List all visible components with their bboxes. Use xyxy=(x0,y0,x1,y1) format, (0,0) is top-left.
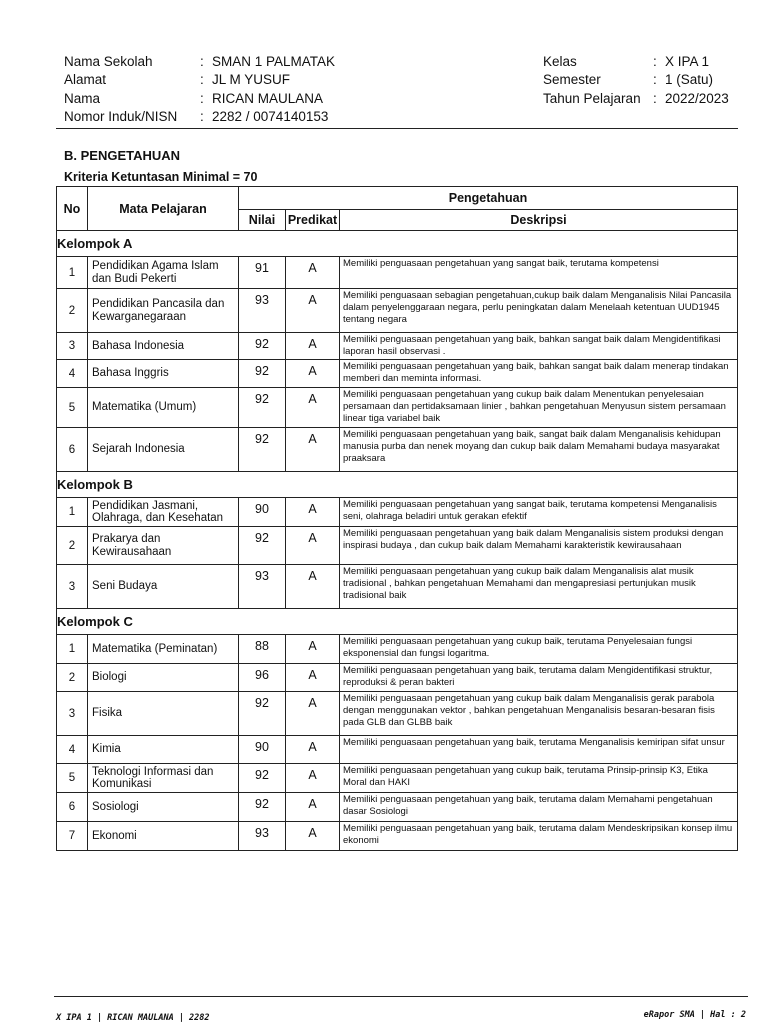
description-text: Memiliki penguasaan pengetahuan yang cukup baik, terutama Penyelesaian fungsi eksponensial dan fungsi logaritma. xyxy=(340,635,738,664)
predicate-value: A xyxy=(286,333,340,360)
description-text: Memiliki penguasaan pengetahuan yang cukup baik dalam Menentukan penyelesaian persamaan dan pertidaksamaan linier , bahkan pengetahuan Menyusun sistem persamaan linear tiga variabel baik xyxy=(340,388,738,428)
info-value: X IPA 1 xyxy=(665,53,710,69)
info-row xyxy=(64,89,335,108)
kkm-label: Kriteria Ketuntasan Minimal = 70 xyxy=(64,170,258,184)
row-number: 5 xyxy=(57,388,88,428)
row-number: 3 xyxy=(57,692,88,736)
predicate-value: A xyxy=(286,736,340,764)
group-name: Kelompok C xyxy=(57,609,738,635)
description-text: Memiliki penguasaan pengetahuan yang cukup baik, terutama Prinsip-prinsip K3, Etika Moral dan HAKI xyxy=(340,764,738,793)
description-text: Memiliki penguasaan pengetahuan yang baik, terutama dalam Mendeskripsikan konsep ilmu ekonomi xyxy=(340,822,738,851)
row-number: 2 xyxy=(57,527,88,565)
subject-name: Fisika xyxy=(88,692,239,736)
info-row xyxy=(64,71,335,90)
table-row xyxy=(57,664,738,692)
subject-name: Teknologi Informasi dan Komunikasi xyxy=(88,764,239,793)
info-label: Semester xyxy=(543,72,601,88)
info-value: SMAN 1 PALMATAK xyxy=(212,53,336,69)
row-number: 1 xyxy=(57,498,88,527)
score-value: 92 xyxy=(239,428,286,472)
grades-body xyxy=(57,231,738,851)
info-label: Nomor Induk/NISN xyxy=(64,109,178,125)
col-no-header: No xyxy=(57,187,88,231)
table-row xyxy=(57,764,738,793)
info-separator: : xyxy=(200,53,204,69)
table-row xyxy=(57,498,738,527)
table-row xyxy=(57,257,738,289)
table-row xyxy=(57,428,738,472)
row-number: 3 xyxy=(57,333,88,360)
info-row xyxy=(543,71,729,90)
grades-table xyxy=(56,186,738,851)
info-label: Nama Sekolah xyxy=(64,53,153,69)
col-subject-header: Mata Pelajaran xyxy=(88,187,239,231)
score-value: 91 xyxy=(239,257,286,289)
info-separator: : xyxy=(653,53,657,69)
row-number: 2 xyxy=(57,664,88,692)
info-separator: : xyxy=(200,109,204,125)
predicate-value: A xyxy=(286,388,340,428)
col-group-header: Pengetahuan xyxy=(239,187,738,210)
description-text: Memiliki penguasaan pengetahuan yang baik, terutama dalam Mengidentifikasi struktur, reproduksi & peran bakteri xyxy=(340,664,738,692)
predicate-value: A xyxy=(286,428,340,472)
table-row xyxy=(57,736,738,764)
description-text: Memiliki penguasaan pengetahuan yang sangat baik, terutama kompetensi Menganalisis seni, olahraga beladiri untuk gerakan efektif xyxy=(340,498,738,527)
group-row xyxy=(57,231,738,257)
info-separator: : xyxy=(653,72,657,88)
info-label: Kelas xyxy=(543,53,577,69)
info-label: Tahun Pelajaran xyxy=(543,90,641,106)
subject-name: Pendidikan Jasmani, Olahraga, dan Kesehatan xyxy=(88,498,239,527)
predicate-value: A xyxy=(286,793,340,822)
subject-name: Ekonomi xyxy=(88,822,239,851)
table-row xyxy=(57,793,738,822)
student-info xyxy=(64,52,335,126)
predicate-value: A xyxy=(286,360,340,388)
info-label: Alamat xyxy=(64,72,107,88)
info-value: JL M YUSUF xyxy=(212,72,291,88)
col-nilai-header: Nilai xyxy=(239,210,286,231)
info-separator: : xyxy=(653,90,657,106)
score-value: 96 xyxy=(239,664,286,692)
description-text: Memiliki penguasaan pengetahuan yang baik, terutama Menganalisis kemiripan sifat unsur xyxy=(340,736,738,764)
description-text: Memiliki penguasaan pengetahuan yang baik, bahkan sangat baik dalam Mengidentifikasi laporan hasil observasi . xyxy=(340,333,738,360)
predicate-value: A xyxy=(286,692,340,736)
description-text: Memiliki penguasaan pengetahuan yang baik, sangat baik dalam Menganalisis kehidupan manusia purba dan nenek moyang dan cukup baik dalam Memahami budaya masyarakat praaksara xyxy=(340,428,738,472)
score-value: 93 xyxy=(239,822,286,851)
table-header-row xyxy=(57,187,738,210)
group-row xyxy=(57,472,738,498)
row-number: 6 xyxy=(57,793,88,822)
predicate-value: A xyxy=(286,289,340,333)
subject-name: Sejarah Indonesia xyxy=(88,428,239,472)
table-row xyxy=(57,388,738,428)
row-number: 3 xyxy=(57,565,88,609)
class-info xyxy=(543,52,729,108)
description-text: Memiliki penguasaan pengetahuan yang baik dalam Menganalisis sistem produksi dengan inspirasi budaya , dan cukup baik dalam Memahami karakteristik kewirausahaan xyxy=(340,527,738,565)
table-row xyxy=(57,822,738,851)
info-value: 2282 / 0074140153 xyxy=(212,109,329,125)
table-row xyxy=(57,565,738,609)
footer-student: X IPA 1 | RICAN MAULANA | 2282 xyxy=(56,1013,210,1023)
section-title: B. PENGETAHUAN xyxy=(64,148,181,163)
table-row xyxy=(57,527,738,565)
info-row xyxy=(543,89,729,108)
group-name: Kelompok B xyxy=(57,472,738,498)
predicate-value: A xyxy=(286,257,340,289)
subject-name: Bahasa Inggris xyxy=(88,360,239,388)
score-value: 90 xyxy=(239,498,286,527)
subject-name: Biologi xyxy=(88,664,239,692)
header-divider xyxy=(56,128,738,129)
description-text: Memiliki penguasaan sebagian pengetahuan,cukup baik dalam Menganalisis Nilai Pancasila dalam penyelenggaraan negara, perlu peningkatan dalam Menelaah ketentuan UUD1945 tentang negara xyxy=(340,289,738,333)
score-value: 92 xyxy=(239,360,286,388)
group-name: Kelompok A xyxy=(57,231,738,257)
subject-name: Prakarya dan Kewirausahaan xyxy=(88,527,239,565)
info-row xyxy=(64,52,335,71)
score-value: 90 xyxy=(239,736,286,764)
subject-name: Bahasa Indonesia xyxy=(88,333,239,360)
info-separator: : xyxy=(200,90,204,106)
table-row xyxy=(57,333,738,360)
predicate-value: A xyxy=(286,664,340,692)
score-value: 92 xyxy=(239,692,286,736)
row-number: 4 xyxy=(57,736,88,764)
row-number: 5 xyxy=(57,764,88,793)
info-row xyxy=(64,108,335,127)
score-value: 93 xyxy=(239,289,286,333)
col-deskripsi-header: Deskripsi xyxy=(340,210,738,231)
info-separator: : xyxy=(200,72,204,88)
score-value: 92 xyxy=(239,388,286,428)
description-text: Memiliki penguasaan pengetahuan yang sangat baik, terutama kompetensi xyxy=(340,257,738,289)
subject-name: Kimia xyxy=(88,736,239,764)
info-label: Nama xyxy=(64,90,101,106)
row-number: 1 xyxy=(57,635,88,664)
predicate-value: A xyxy=(286,635,340,664)
info-row xyxy=(543,52,729,71)
col-predikat-header: Predikat xyxy=(286,210,340,231)
table-row xyxy=(57,360,738,388)
score-value: 92 xyxy=(239,793,286,822)
predicate-value: A xyxy=(286,822,340,851)
description-text: Memiliki penguasaan pengetahuan yang cukup baik dalam Menganalisis alat musik tradisional , bahkan pengetahuan Memahami dan mengapresiasi pertunjukan musik tradisional baik xyxy=(340,565,738,609)
description-text: Memiliki penguasaan pengetahuan yang cukup baik dalam Menganalisis gerak parabola dengan menggunakan vektor , bahkan pengetahuan Menganalisis besaran-besaran fisis pada GLB dan GLBB baik xyxy=(340,692,738,736)
info-value: 2022/2023 xyxy=(665,90,729,106)
row-number: 6 xyxy=(57,428,88,472)
row-number: 1 xyxy=(57,257,88,289)
info-value: RICAN MAULANA xyxy=(212,90,324,106)
predicate-value: A xyxy=(286,764,340,793)
description-text: Memiliki penguasaan pengetahuan yang baik, bahkan sangat baik dalam menerap tindakan memberi dan meminta informasi. xyxy=(340,360,738,388)
subject-name: Seni Budaya xyxy=(88,565,239,609)
subject-name: Sosiologi xyxy=(88,793,239,822)
row-number: 7 xyxy=(57,822,88,851)
score-value: 92 xyxy=(239,333,286,360)
score-value: 88 xyxy=(239,635,286,664)
predicate-value: A xyxy=(286,527,340,565)
description-text: Memiliki penguasaan pengetahuan yang baik, terutama dalam Memahami pengetahuan dasar Sosiologi xyxy=(340,793,738,822)
score-value: 92 xyxy=(239,764,286,793)
score-value: 92 xyxy=(239,527,286,565)
subject-name: Matematika (Peminatan) xyxy=(88,635,239,664)
predicate-value: A xyxy=(286,565,340,609)
info-value: 1 (Satu) xyxy=(665,72,714,88)
row-number: 4 xyxy=(57,360,88,388)
group-row xyxy=(57,609,738,635)
table-row xyxy=(57,692,738,736)
footer-page: eRapor SMA | Hal : 2 xyxy=(643,1010,746,1020)
score-value: 93 xyxy=(239,565,286,609)
subject-name: Matematika (Umum) xyxy=(88,388,239,428)
table-row xyxy=(57,635,738,664)
row-number: 2 xyxy=(57,289,88,333)
subject-name: Pendidikan Agama Islam dan Budi Pekerti xyxy=(88,257,239,289)
footer-divider xyxy=(54,996,748,997)
predicate-value: A xyxy=(286,498,340,527)
table-row xyxy=(57,289,738,333)
subject-name: Pendidikan Pancasila dan Kewarganegaraan xyxy=(88,289,239,333)
